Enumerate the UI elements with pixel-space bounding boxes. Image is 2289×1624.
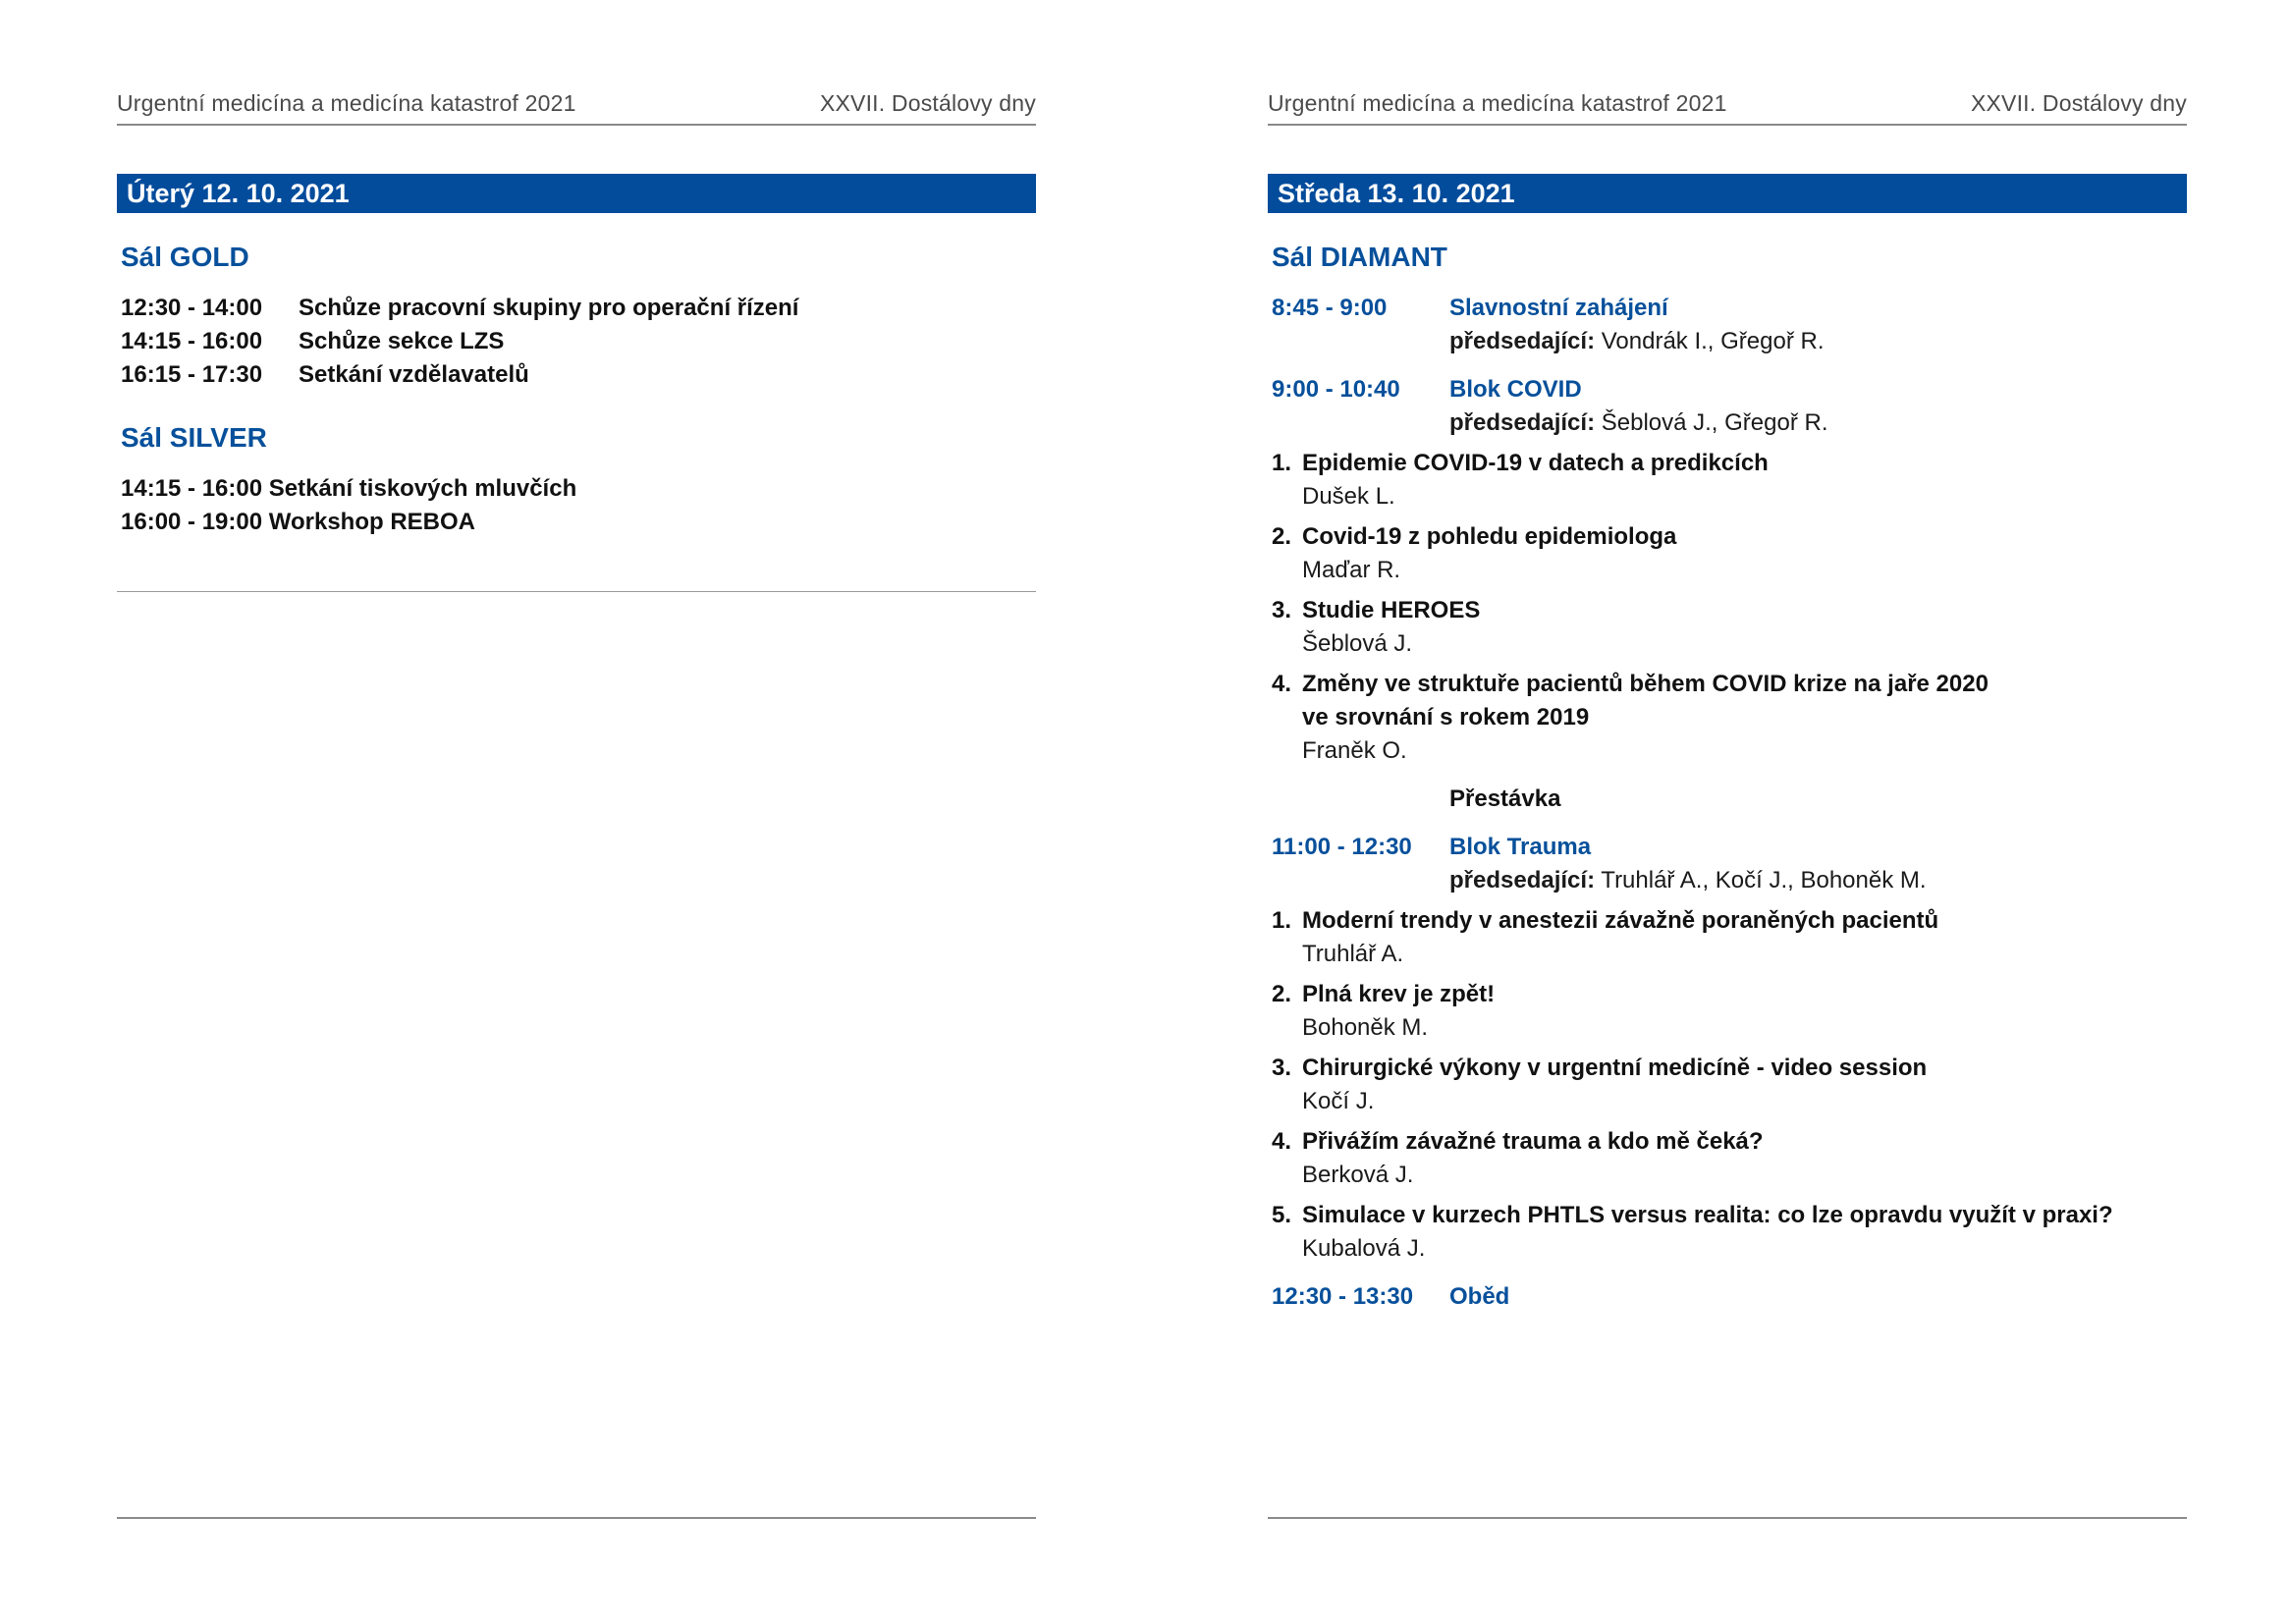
talk-title: Covid-19 z pohledu epidemiologa (1302, 523, 1677, 550)
talk-title-continued: ve srovnání s rokem 2019 (1302, 704, 1590, 731)
talk-number: 1. (1272, 907, 1292, 934)
talk-title: Změny ve struktuře pacientů během COVID krize na jaře 2020 (1302, 671, 1989, 697)
session-chairs (1449, 867, 1927, 894)
chair-label: předsedající: (1449, 409, 1596, 436)
talk-author: Dušek L. (1302, 483, 1395, 510)
talk-number: 2. (1272, 981, 1292, 1007)
row-time: 12:30 - 14:00 (121, 295, 263, 321)
session-title: Oběd (1449, 1283, 1510, 1310)
header-title: Urgentní medicína a medicína katastrof 2021 (1268, 90, 1727, 116)
chair-names: Vondrák I., Gřegoř R. (1601, 328, 1825, 354)
talk-title: Simulace v kurzech PHTLS versus realita: co lze opravdu využít v praxi? (1302, 1202, 2113, 1228)
session-time: 11:00 - 12:30 (1272, 834, 1412, 860)
talk-number: 4. (1272, 1128, 1292, 1155)
talk-number: 3. (1272, 1055, 1292, 1081)
session-chairs (1449, 409, 1828, 437)
day-heading: Středa 13. 10. 2021 (1268, 174, 2187, 213)
running-header (1268, 90, 2187, 117)
left-page (117, 0, 1036, 1624)
schedule-row (121, 295, 798, 322)
talk-author: Kočí J. (1302, 1088, 1375, 1114)
session-title: Blok Trauma (1449, 834, 1592, 860)
talk-title: Plná krev je zpět! (1302, 981, 1496, 1007)
hall-title-gold: Sál GOLD (121, 242, 249, 272)
row-time: 14:15 - 16:00 (121, 475, 263, 502)
talk-author: Berková J. (1302, 1162, 1414, 1188)
talk-title: Chirurgické výkony v urgentní medicíně - video session (1302, 1055, 1928, 1081)
talk-title: Studie HEROES (1302, 597, 1481, 623)
row-text: Workshop REBOA (268, 509, 475, 535)
header-event: XXVII. Dostálovy dny (1970, 90, 2187, 116)
talk-number: 3. (1272, 597, 1292, 623)
section-divider (117, 591, 1036, 592)
header-rule (1268, 124, 2187, 126)
chair-label: předsedající: (1449, 867, 1596, 893)
header-event: XXVII. Dostálovy dny (819, 90, 1036, 116)
session-time: 12:30 - 13:30 (1272, 1283, 1414, 1310)
talk-author: Šeblová J. (1302, 630, 1413, 657)
chair-names: Truhlář A., Kočí J., Bohoněk M. (1601, 867, 1927, 893)
footer-rule (1268, 1517, 2187, 1519)
talk-author: Bohoněk M. (1302, 1014, 1429, 1041)
header-title: Urgentní medicína a medicína katastrof 2021 (117, 90, 576, 116)
row-time: 16:00 - 19:00 (121, 509, 263, 535)
session-time: 8:45 - 9:00 (1272, 295, 1388, 321)
talk-title: Přivážím závažné trauma a kdo mě čeká? (1302, 1128, 1764, 1155)
hall-title-silver: Sál SILVER (121, 422, 267, 453)
talk-number: 5. (1272, 1202, 1292, 1228)
talk-author: Franěk O. (1302, 737, 1407, 764)
row-time: 14:15 - 16:00 (121, 328, 263, 354)
schedule-row (121, 509, 475, 536)
row-time: 16:15 - 17:30 (121, 361, 263, 388)
session-title: Slavnostní zahájení (1449, 295, 1668, 321)
row-text: Schůze sekce LZS (299, 328, 505, 354)
talk-number: 2. (1272, 523, 1292, 550)
schedule-row (121, 475, 576, 503)
talk-author: Truhlář A. (1302, 941, 1404, 967)
talk-number: 1. (1272, 450, 1292, 476)
hall-title-diamant: Sál DIAMANT (1272, 242, 1447, 272)
talk-author: Kubalová J. (1302, 1235, 1426, 1262)
running-header (117, 90, 1036, 117)
chair-label: předsedající: (1449, 328, 1596, 354)
day-heading: Úterý 12. 10. 2021 (117, 174, 1036, 213)
chair-names: Šeblová J., Gřegoř R. (1601, 409, 1828, 436)
session-chairs (1449, 328, 1825, 355)
header-rule (117, 124, 1036, 126)
right-page (1268, 0, 2187, 1624)
row-text: Schůze pracovní skupiny pro operační řízení (299, 295, 799, 321)
session-time: 9:00 - 10:40 (1272, 376, 1400, 403)
schedule-row (121, 361, 529, 389)
break-label: Přestávka (1449, 785, 1561, 812)
row-text: Setkání tiskových mluvčích (268, 475, 577, 502)
row-text: Setkání vzdělavatelů (299, 361, 529, 388)
footer-rule (117, 1517, 1036, 1519)
talk-number: 4. (1272, 671, 1292, 697)
talk-author: Maďar R. (1302, 557, 1401, 583)
talk-title: Moderní trendy v anestezii závažně poraněných pacientů (1302, 907, 1939, 934)
session-title: Blok COVID (1449, 376, 1582, 403)
talk-title: Epidemie COVID-19 v datech a predikcích (1302, 450, 1769, 476)
schedule-row (121, 328, 504, 355)
